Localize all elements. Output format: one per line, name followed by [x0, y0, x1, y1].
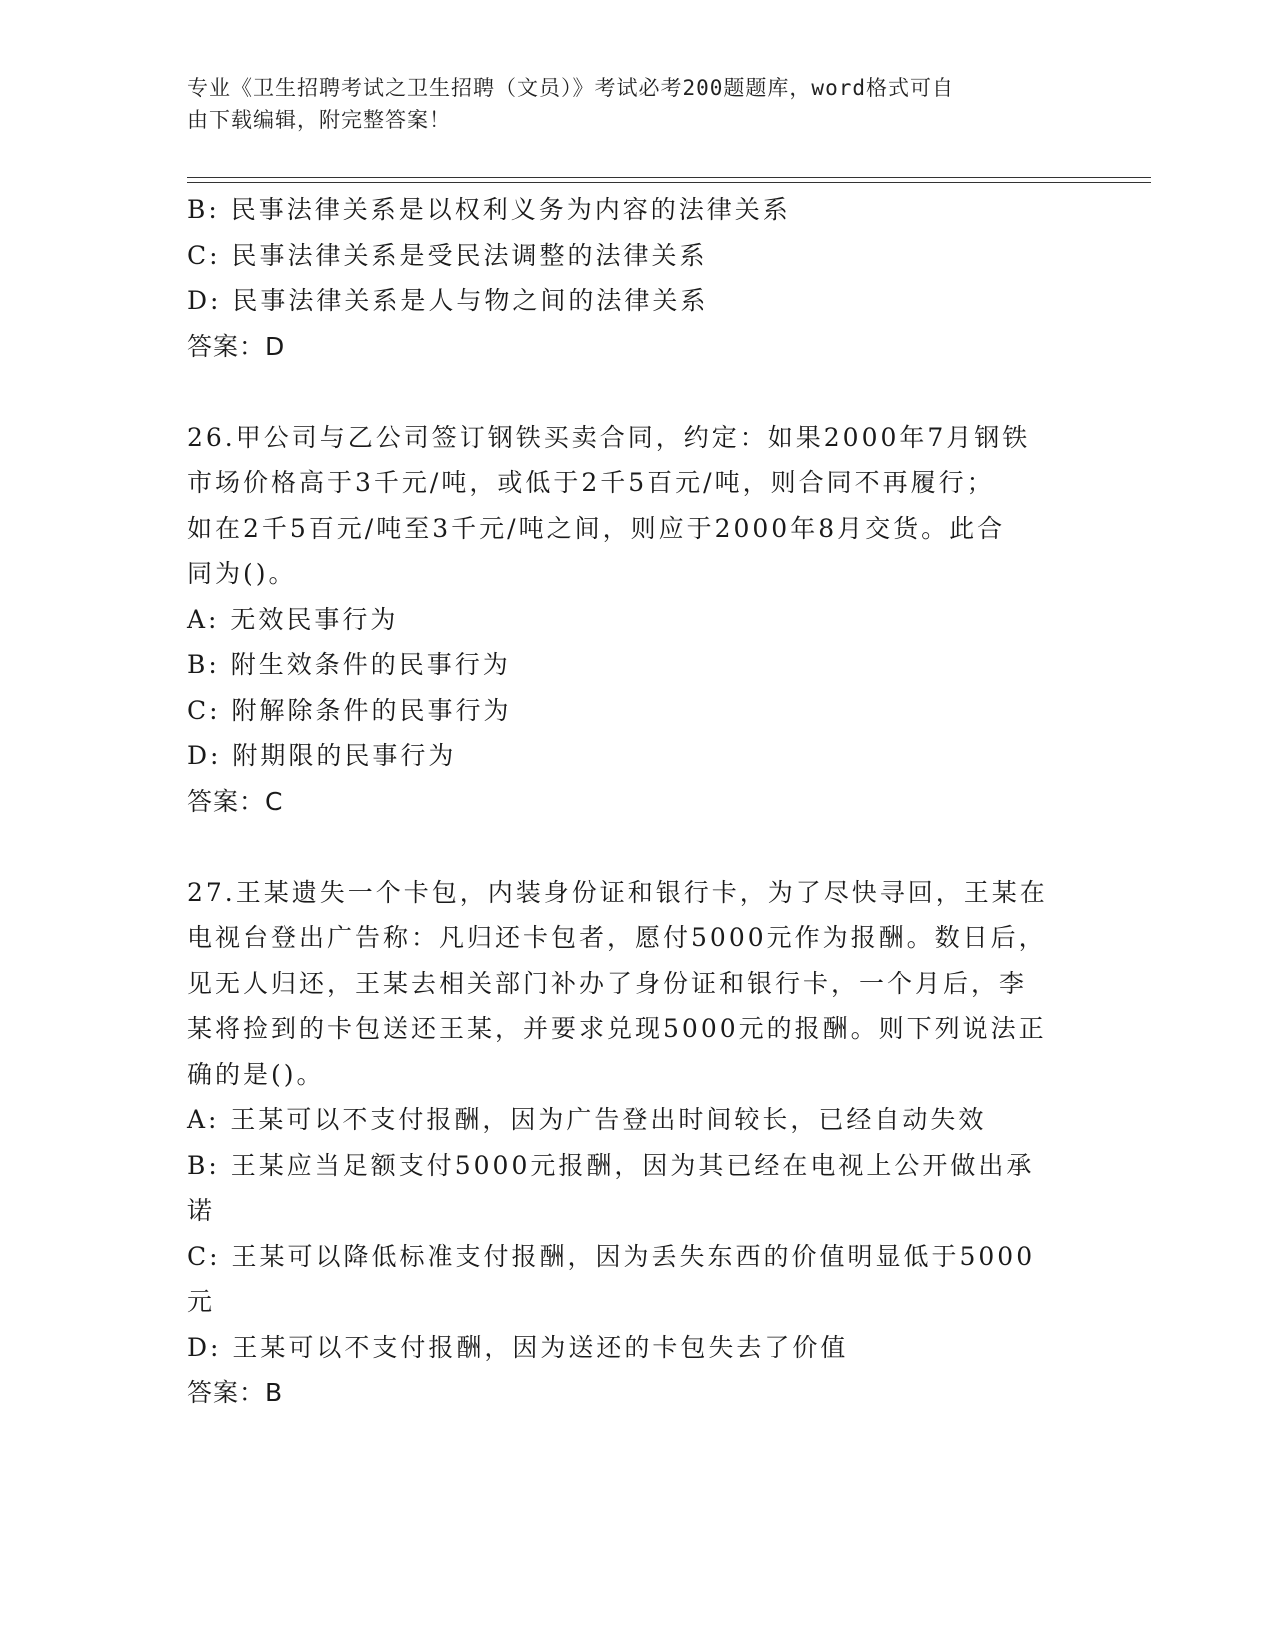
- option-c: C: 王某可以降低标准支付报酬，因为丢失东西的价值明显低于5000: [187, 1241, 1036, 1271]
- spacer: [187, 369, 1087, 415]
- answer: 答案：C: [187, 786, 284, 816]
- question-stem-line: 确的是()。: [187, 1059, 325, 1089]
- question-stem-line: 电视台登出广告称：凡归还卡包者，愿付5000元作为报酬。数日后，: [187, 923, 1047, 952]
- question-stem-line: 同为()。: [187, 559, 297, 588]
- header-divider-top: [187, 177, 1151, 178]
- option-d: D: 王某可以不支付报酬，因为送还的卡包失去了价值: [187, 1332, 849, 1362]
- question-26: [187, 415, 1087, 825]
- option-b: B: 民事法律关系是以权利义务为内容的法律关系: [187, 195, 791, 224]
- option-b-continuation: 诺: [187, 1196, 216, 1225]
- header-line-2: 由下载编辑，附完整答案！: [187, 108, 451, 132]
- option-d: D: 民事法律关系是人与物之间的法律关系: [187, 286, 709, 315]
- question-stem-line: 27.王某遗失一个卡包，内装身份证和银行卡，为了尽快寻回，王某在: [187, 877, 1048, 907]
- option-b: B: 王某应当足额支付5000元报酬，因为其已经在电视上公开做出承: [187, 1150, 1035, 1180]
- question-25: [187, 187, 1087, 369]
- question-stem-line: 某将捡到的卡包送还王某，并要求兑现5000元的报酬。则下列说法正: [187, 1014, 1047, 1043]
- question-27: [187, 870, 1087, 1416]
- question-content: [187, 187, 1087, 1416]
- option-c: C: 民事法律关系是受民法调整的法律关系: [187, 240, 708, 270]
- spacer: [187, 824, 1087, 870]
- question-stem-line: 26.甲公司与乙公司签订钢铁买卖合同，约定：如果2000年7月钢铁: [187, 422, 1031, 452]
- header-divider-bottom: [187, 182, 1151, 183]
- document-header: [187, 72, 1067, 136]
- option-a: A: 无效民事行为: [187, 604, 399, 634]
- answer: 答案：B: [187, 1378, 284, 1407]
- question-stem-line: 市场价格高于3千元/吨，或低于2千5百元/吨，则合同不再履行；: [187, 468, 995, 497]
- answer: 答案：D: [187, 331, 286, 361]
- header-line-1: 专业《卫生招聘考试之卫生招聘（文员）》考试必考200题题库，word格式可自: [187, 76, 954, 100]
- option-c-continuation: 元: [187, 1287, 216, 1316]
- question-stem-line: 如在2千5百元/吨至3千元/吨之间，则应于2000年8月交货。此合: [187, 513, 1006, 543]
- option-d: D: 附期限的民事行为: [187, 741, 457, 770]
- option-b: B: 附生效条件的民事行为: [187, 650, 511, 679]
- option-c: C: 附解除条件的民事行为: [187, 695, 512, 725]
- question-stem-line: 见无人归还，王某去相关部门补办了身份证和银行卡，一个月后，李: [187, 968, 1028, 998]
- option-a: A: 王某可以不支付报酬，因为广告登出时间较长，已经自动失效: [187, 1105, 987, 1134]
